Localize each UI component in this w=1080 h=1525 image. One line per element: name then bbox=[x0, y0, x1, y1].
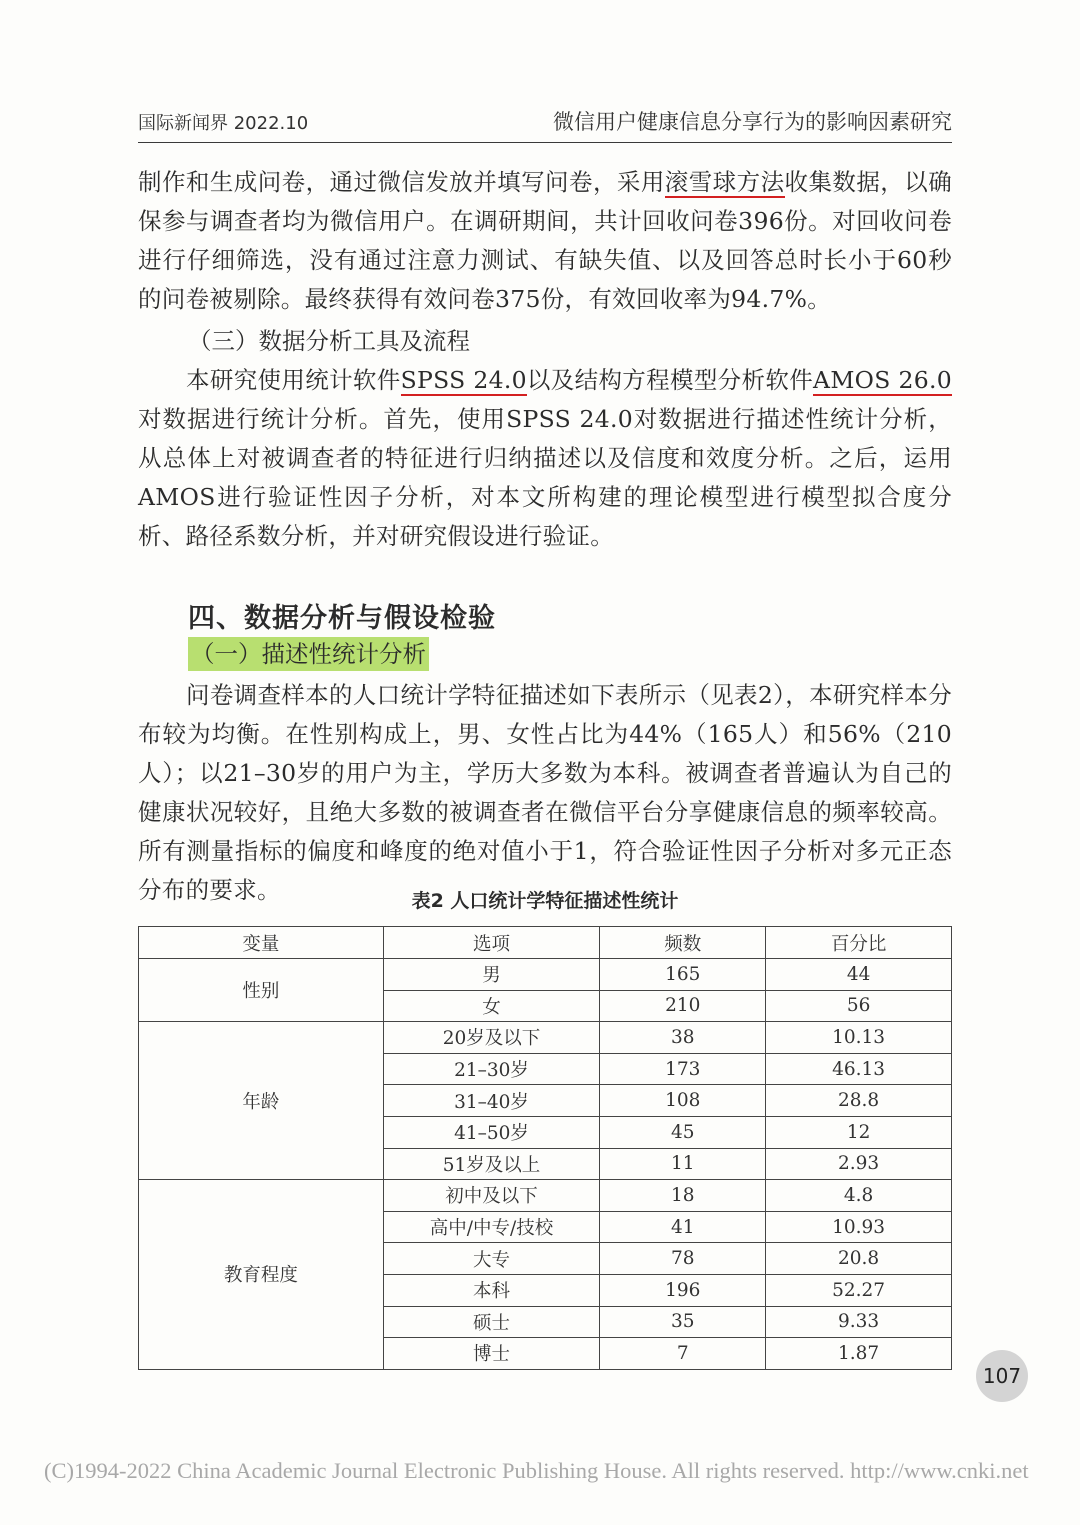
annotated-term: AMOS 26.0 bbox=[813, 366, 952, 394]
frequency-cell: 38 bbox=[600, 1022, 766, 1054]
option-cell: 41–50岁 bbox=[383, 1116, 600, 1148]
percent-cell: 52.27 bbox=[766, 1274, 952, 1306]
subheading-analysis-tools: （三）数据分析工具及流程 bbox=[188, 327, 470, 355]
option-cell: 高中/中专/技校 bbox=[383, 1211, 600, 1243]
table-row bbox=[139, 1180, 952, 1212]
percent-cell: 9.33 bbox=[766, 1306, 952, 1338]
frequency-cell: 11 bbox=[600, 1148, 766, 1180]
option-cell: 31–40岁 bbox=[383, 1085, 600, 1117]
option-cell: 21–30岁 bbox=[383, 1053, 600, 1085]
frequency-cell: 165 bbox=[600, 959, 766, 991]
paragraph-text: 收集数据，以确保参与调查者均为微信用户。在调研期间，共计回收问卷396份。对回收问卷进行仔细筛选，没有通过注意力测试、有缺失值、以及回答总时长小于60秒的问卷被剔除。最终获得有效问卷375份，有效回收率为94.7%。 bbox=[138, 168, 953, 313]
paragraph-text: 对数据进行统计分析。首先，使用SPSS 24.0对数据进行描述性统计分析，从总体上对被调查者的特征进行归纳描述以及信度和效度分析。之后，运用AMOS进行验证性因子分析，对本文所构建的理论模型进行模型拟合度分析、路径系数分析，并对研究假设进行验证。 bbox=[138, 405, 952, 550]
page-number: 107 bbox=[976, 1350, 1028, 1402]
option-cell: 大专 bbox=[383, 1243, 600, 1275]
variable-cell: 年龄 bbox=[139, 1022, 384, 1180]
paragraph-text: 本研究使用统计软件 bbox=[186, 366, 401, 394]
percent-cell: 1.87 bbox=[766, 1338, 952, 1370]
frequency-cell: 78 bbox=[600, 1243, 766, 1275]
frequency-cell: 41 bbox=[600, 1211, 766, 1243]
frequency-cell: 18 bbox=[600, 1180, 766, 1212]
annotated-term: 滚雪球方法 bbox=[664, 168, 785, 196]
percent-cell: 56 bbox=[766, 990, 952, 1022]
percent-cell: 28.8 bbox=[766, 1085, 952, 1117]
paragraph-descriptive-stats: 问卷调查样本的人口统计学特征描述如下表所示（见表2），本研究样本分布较为均衡。在性别构成上，男、女性占比为44%（165人）和56%（210人）；以21–30岁的用户为主，学历大多数为本科。被调查者普遍认为自己的健康状况较好，且绝大多数的被调查者在微信平台分享健康信息的频率较高。所有测量指标的偏度和峰度的绝对值小于1，符合验证性因子分析对多元正态分布的要求。 bbox=[138, 681, 952, 904]
table-header-row bbox=[139, 927, 952, 959]
annotated-term: SPSS 24.0 bbox=[400, 366, 527, 394]
section-heading: 四、数据分析与假设检验 bbox=[188, 603, 496, 634]
paragraph-analysis-tools bbox=[138, 361, 952, 556]
column-header: 频数 bbox=[600, 927, 766, 959]
option-cell: 硕士 bbox=[383, 1306, 600, 1338]
variable-cell: 教育程度 bbox=[139, 1180, 384, 1370]
percent-cell: 10.93 bbox=[766, 1211, 952, 1243]
subheading-descriptive-stats: （一）描述性统计分析 bbox=[188, 637, 429, 671]
frequency-cell: 210 bbox=[600, 990, 766, 1022]
page-header bbox=[138, 106, 952, 143]
frequency-cell: 108 bbox=[600, 1085, 766, 1117]
running-title: 微信用户健康信息分享行为的影响因素研究 bbox=[553, 110, 952, 134]
frequency-cell: 45 bbox=[600, 1116, 766, 1148]
frequency-cell: 7 bbox=[600, 1338, 766, 1370]
journal-issue: 国际新闻界 2022.10 bbox=[138, 113, 309, 134]
percent-cell: 46.13 bbox=[766, 1053, 952, 1085]
demographics-table bbox=[138, 926, 952, 1370]
percent-cell: 44 bbox=[766, 959, 952, 991]
option-cell: 20岁及以下 bbox=[383, 1022, 600, 1054]
option-cell: 本科 bbox=[383, 1274, 600, 1306]
frequency-cell: 196 bbox=[600, 1274, 766, 1306]
option-cell: 博士 bbox=[383, 1338, 600, 1370]
percent-cell: 2.93 bbox=[766, 1148, 952, 1180]
paragraph-text: 制作和生成问卷，通过微信发放并填写问卷，采用 bbox=[138, 168, 665, 196]
copyright-footer: (C)1994-2022 China Academic Journal Electronic Publishing House. All rights reserved. http://www.cnki.net bbox=[44, 1458, 1029, 1483]
option-cell: 女 bbox=[383, 990, 600, 1022]
column-header: 百分比 bbox=[766, 927, 952, 959]
table-row bbox=[139, 1022, 952, 1054]
percent-cell: 20.8 bbox=[766, 1243, 952, 1275]
frequency-cell: 173 bbox=[600, 1053, 766, 1085]
table-caption: 表2 人口统计学特征描述性统计 bbox=[411, 890, 679, 912]
percent-cell: 4.8 bbox=[766, 1180, 952, 1212]
option-cell: 初中及以下 bbox=[383, 1180, 600, 1212]
frequency-cell: 35 bbox=[600, 1306, 766, 1338]
option-cell: 男 bbox=[383, 959, 600, 991]
paragraph-text: 以及结构方程模型分析软件 bbox=[526, 366, 814, 394]
percent-cell: 10.13 bbox=[766, 1022, 952, 1054]
paragraph-data-collection bbox=[138, 163, 952, 319]
column-header: 变量 bbox=[139, 927, 384, 959]
column-header: 选项 bbox=[383, 927, 600, 959]
percent-cell: 12 bbox=[766, 1116, 952, 1148]
option-cell: 51岁及以上 bbox=[383, 1148, 600, 1180]
table-row bbox=[139, 959, 952, 991]
variable-cell: 性别 bbox=[139, 959, 384, 1022]
